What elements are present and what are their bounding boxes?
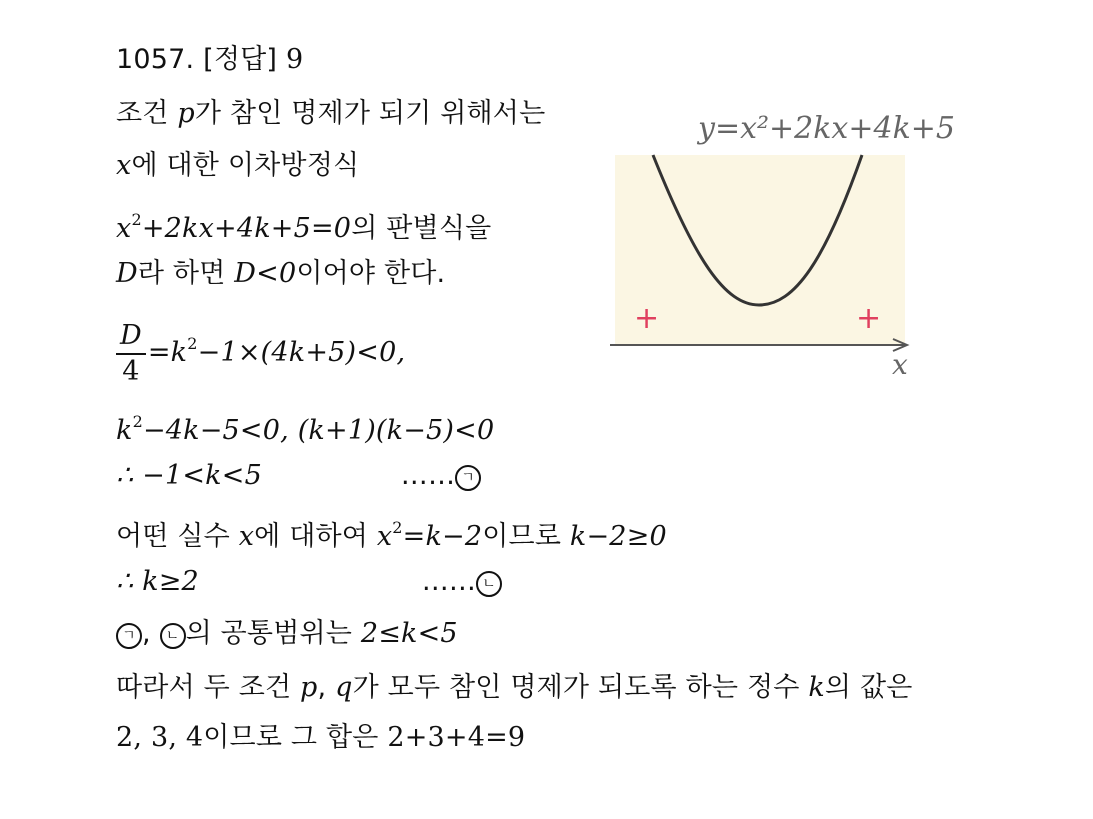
- line-condition: 조건 p가 참인 명제가 되기 위해서는: [116, 98, 546, 129]
- problem-number: 1057.: [116, 44, 195, 75]
- answer-tag: [정답]: [203, 44, 278, 75]
- sign-right-plus: +: [856, 301, 882, 336]
- circled-label-1-ref: ㄱ: [116, 623, 142, 649]
- fraction-d-over-4: $\frac{D}{4}$: [116, 319, 146, 389]
- circled-label-2: ㄴ: [476, 571, 502, 597]
- x-axis-label: x: [892, 348, 908, 381]
- line-quadratic-intro: x에 대한 이차방정식: [116, 150, 360, 181]
- var-x: x: [116, 150, 132, 181]
- answer-value: 9: [285, 44, 304, 75]
- line-equation: $x^2+2kx+4k+5=0$의 판별식을: [116, 210, 492, 244]
- circled-label-1: ㄱ: [455, 465, 481, 491]
- line-final-answer: 2, 3, 4이므로 그 합은 2+3+4=9: [116, 722, 526, 753]
- problem-header: [116, 44, 303, 76]
- parabola-graph: [600, 100, 1020, 390]
- circled-label-2-ref: ㄴ: [160, 623, 186, 649]
- line-fraction: $\frac{D}{4}$ $=k^2-1\times(4k+5)<0$,: [116, 308, 405, 389]
- line-discriminant: D라 하면 D<0이어야 한다.: [116, 258, 446, 289]
- line-result-2: ∴ k≥2 …… ㄴ: [116, 566, 502, 598]
- var-p: p: [177, 98, 195, 129]
- line-inequality: $k^2-4k-5<0$, (k+1)(k−5)<0: [116, 412, 495, 446]
- line-real-number: 어떤 실수 x에 대하여 $x^2=k-2$이므로 k−2≥0: [116, 518, 667, 552]
- line-conclusion: 따라서 두 조건 p, q가 모두 참인 명제가 되도록 하는 정수 k의 값은: [116, 672, 913, 703]
- sign-left-plus: +: [634, 301, 660, 336]
- graph-equation: y=x²+2kx+4k+5: [698, 111, 955, 146]
- line-result-1: ∴ −1<k<5 …… ㄱ: [116, 460, 481, 492]
- line-common-range: ㄱ , ㄴ 의 공통범위는 2≤k<5: [116, 618, 458, 650]
